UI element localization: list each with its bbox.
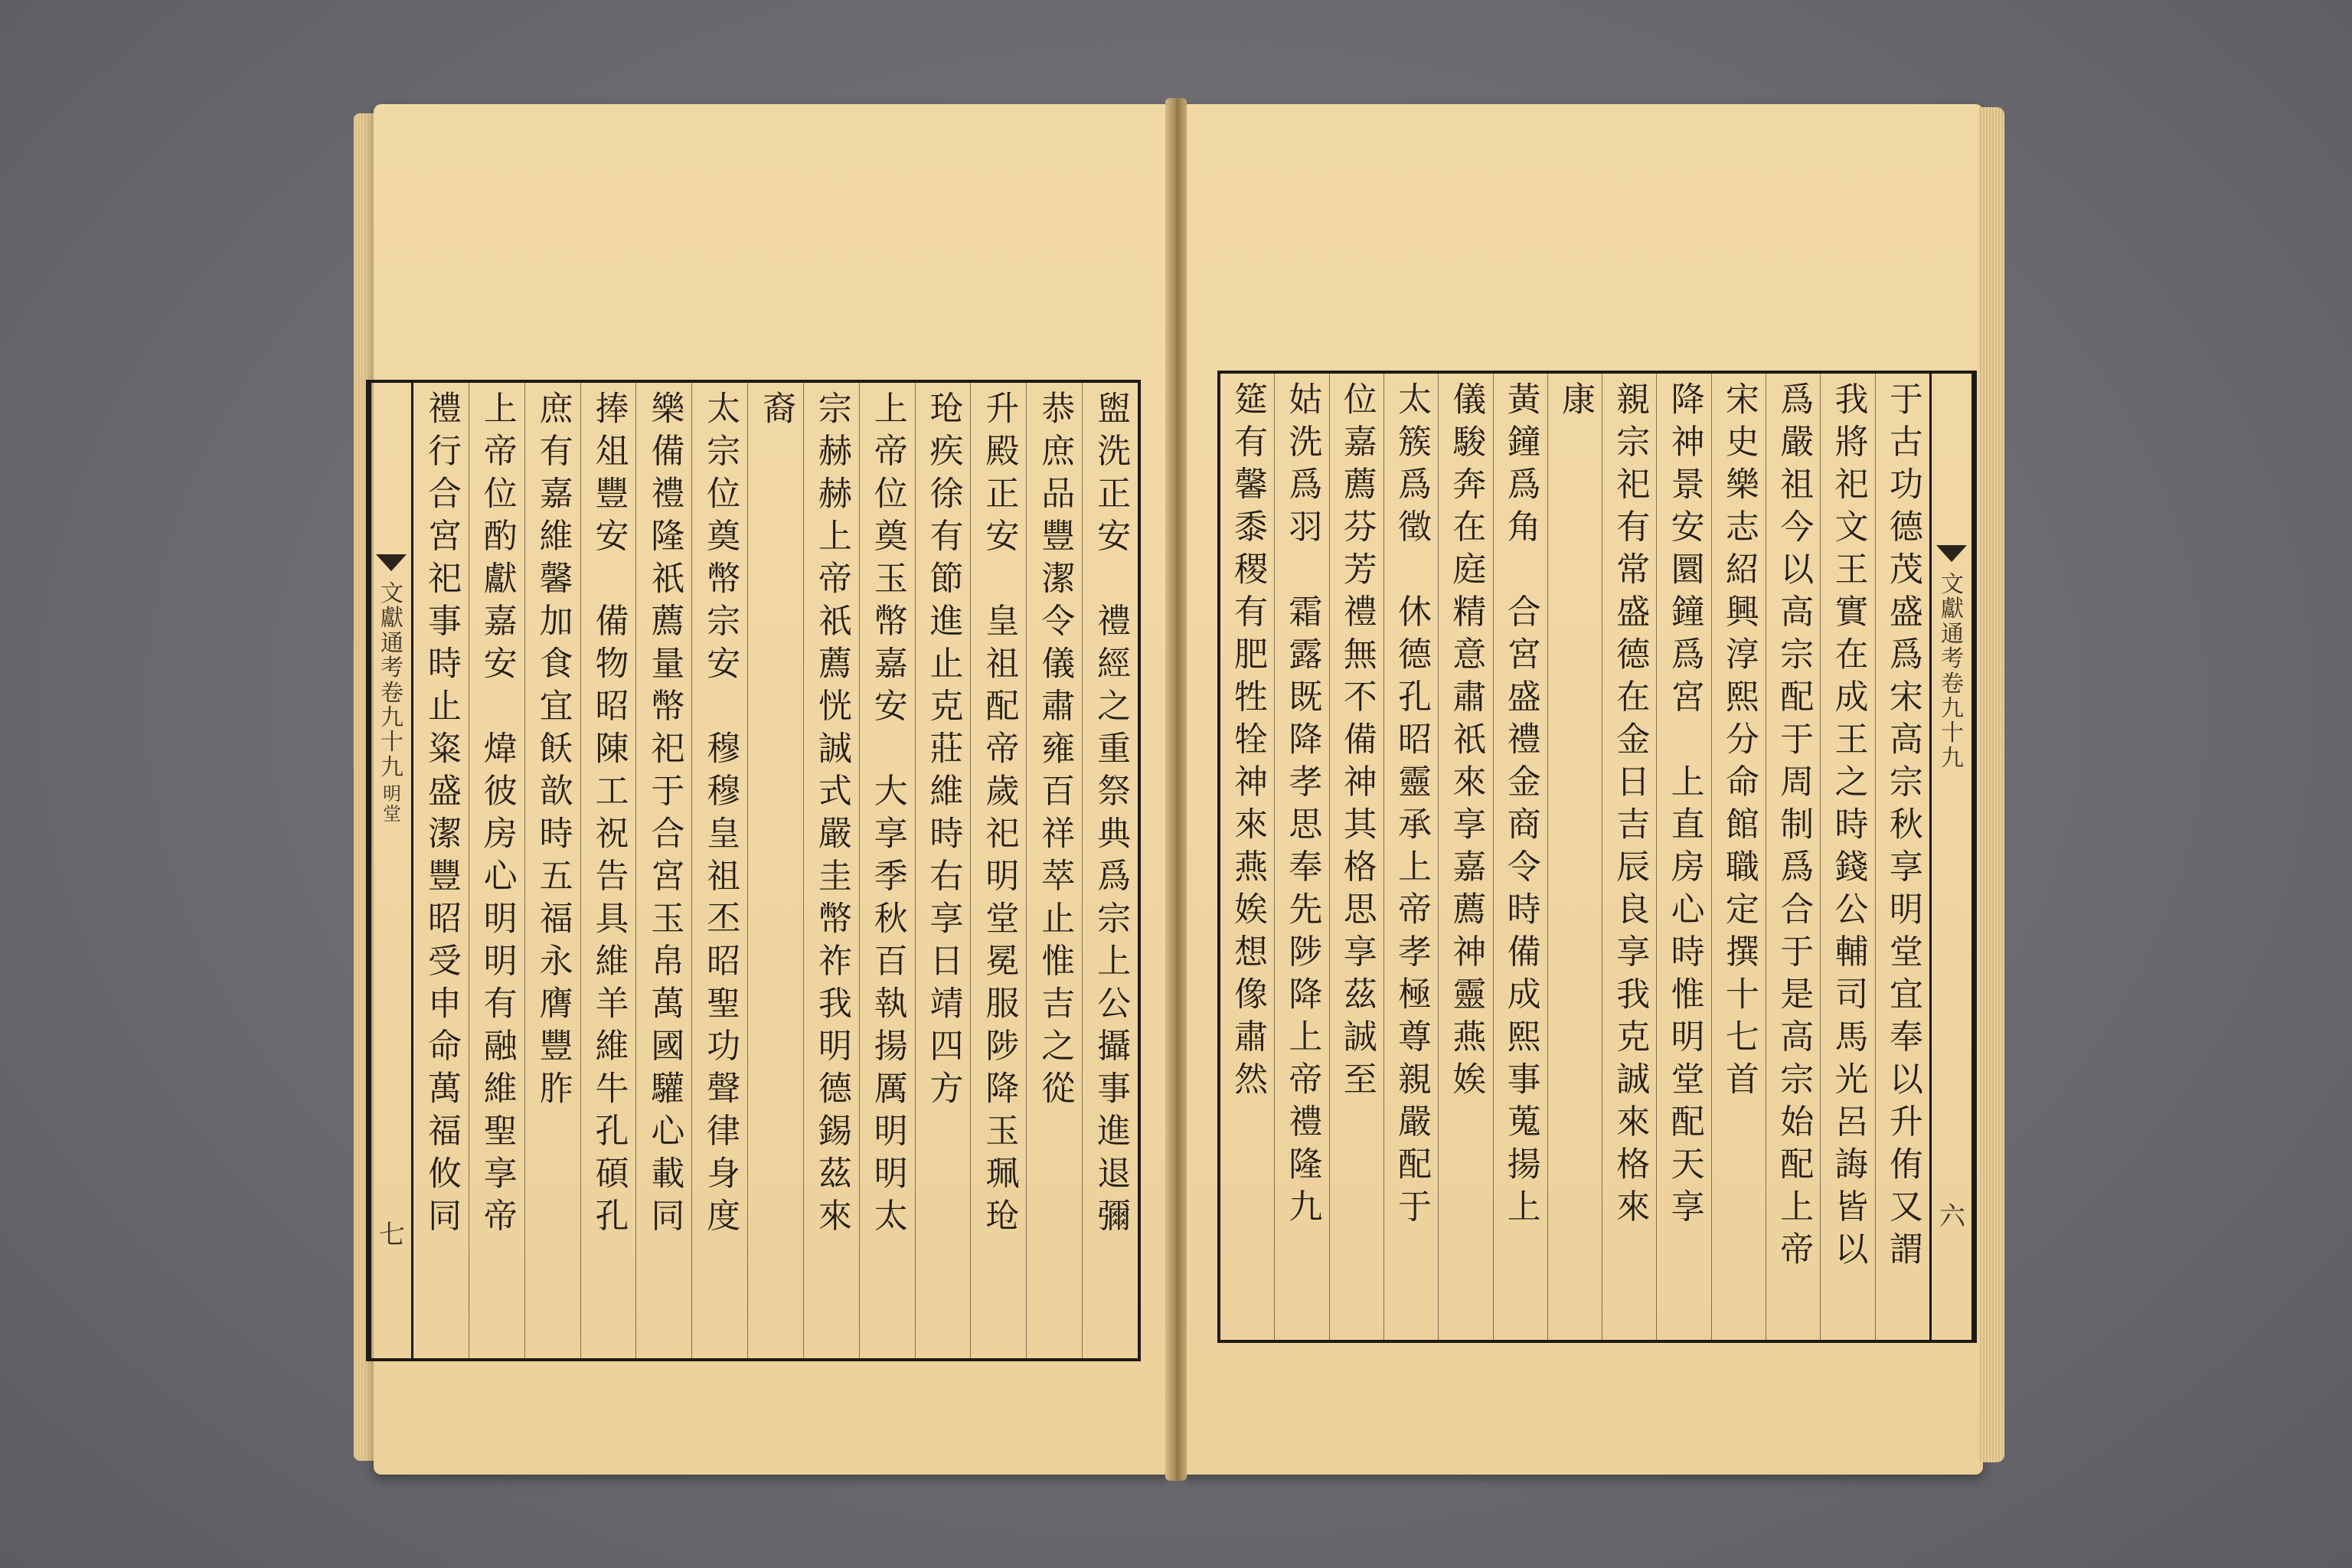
right-folio-number: 六 (1939, 1201, 1965, 1232)
text-column (1766, 374, 1821, 1340)
text-column (469, 383, 525, 1358)
column-text: 爲嚴祖今以高宗配于周制爲合于是高宗始配上帝 (1774, 381, 1814, 1274)
book-gutter (1165, 98, 1187, 1481)
fish-tail-mark-icon (376, 554, 407, 571)
left-text-block (366, 380, 1141, 1361)
text-column (1876, 374, 1929, 1340)
right-page-center-margin (1929, 374, 1974, 1340)
left-text-columns (413, 383, 1138, 1358)
left-margin-title (374, 582, 410, 825)
text-column (748, 383, 804, 1358)
column-text: 親宗祀有常盛德在金日吉辰良享我克誠來格來 (1610, 381, 1650, 1231)
column-text: 玱疾徐有節進止克莊維時右享日靖四方 (923, 390, 963, 1113)
text-column (1712, 374, 1766, 1340)
column-text: 捧俎豐安 備物昭陳工祝告具維羊維牛孔碩孔 (589, 390, 629, 1240)
text-column (1494, 374, 1548, 1340)
text-column (860, 383, 916, 1358)
column-text: 太簇爲徵 休德孔昭靈承上帝孝極尊親嚴配于 (1392, 381, 1432, 1231)
text-column (413, 383, 469, 1358)
column-text: 庶有嘉維馨加食宜飫歆時五福永膺豐胙 (533, 390, 573, 1113)
text-column (1330, 374, 1384, 1340)
column-text: 禮行合宮祀事時止粢盛潔豐昭受申命萬福攸同 (421, 390, 461, 1240)
left-page-center-margin (369, 383, 413, 1358)
left-margin-section: 明堂 (383, 783, 401, 825)
text-column (1657, 374, 1711, 1340)
column-text: 宋史樂志紹興淳熙分命館職定撰十七首 (1719, 381, 1759, 1104)
column-text: 于古功德茂盛爲宋高宗秋享明堂宜奉以升侑又謂 (1883, 381, 1922, 1274)
column-text: 黃鐘爲角 合宮盛禮金商令時備成熙事蒐揚上 (1501, 381, 1540, 1231)
column-text: 裔 (756, 390, 796, 433)
text-column (1220, 374, 1275, 1340)
right-margin-title: 文獻通考卷九十九 (1941, 571, 1964, 772)
text-column (1439, 374, 1493, 1340)
column-text: 盥洗正安 禮經之重祭典爲宗上公攝事進退彌 (1091, 390, 1131, 1240)
text-column (525, 383, 581, 1358)
column-text: 宗赫赫上帝祇薦恍誠式嚴圭幣祚我明德錫茲來 (812, 390, 851, 1240)
column-text: 太宗位奠幣宗安 穆穆皇祖丕昭聖功聲律身度 (701, 390, 740, 1240)
left-folio-number: 七 (379, 1220, 405, 1250)
column-text: 降神景安圜鐘爲宮 上直房心時惟明堂配天享 (1664, 381, 1704, 1231)
column-text: 升殿正安 皇祖配帝歲祀明堂冕服陟降玉珮玱 (979, 390, 1019, 1240)
column-text: 恭庶品豐潔令儀肅雍百祥萃止惟吉之從 (1035, 390, 1075, 1113)
text-column (636, 383, 692, 1358)
right-text-block (1217, 371, 1977, 1343)
column-text: 位嘉薦芬芳禮無不備神其格思享茲誠至 (1337, 381, 1377, 1104)
text-column (1602, 374, 1657, 1340)
column-text: 上帝位酌獻嘉安 煒彼房心明明有融維聖享帝 (477, 390, 517, 1240)
text-column (1083, 383, 1138, 1358)
text-column (1384, 374, 1439, 1340)
column-text: 上帝位奠玉幣嘉安 大享季秋百執揚厲明明太 (867, 390, 907, 1240)
text-column (581, 383, 637, 1358)
text-column (1275, 374, 1329, 1340)
right-page-stack (1978, 107, 2004, 1462)
text-column (971, 383, 1027, 1358)
column-text: 康 (1555, 381, 1595, 424)
left-margin-title-text: 文獻通考卷九十九 (381, 580, 403, 781)
text-column (916, 383, 972, 1358)
right-text-columns (1220, 374, 1929, 1340)
column-text: 筵有馨黍稷有肥牲牷神來燕娭想像肅然 (1228, 381, 1268, 1104)
column-text: 樂備禮隆祇薦量幣祀于合宮玉帛萬國驩心載同 (645, 390, 684, 1240)
text-column (804, 383, 860, 1358)
column-text: 我將祀文王實在成王之時錢公輔司馬光呂誨皆以 (1828, 381, 1868, 1274)
column-text: 儀駿奔在庭精意肅祇來享嘉薦神靈燕娭 (1446, 381, 1486, 1104)
text-column (692, 383, 748, 1358)
text-column (1027, 383, 1083, 1358)
text-column (1548, 374, 1602, 1340)
column-text: 姑洗爲羽 霜露既降孝思奉先陟降上帝禮隆九 (1282, 381, 1322, 1231)
text-column (1821, 374, 1875, 1340)
fish-tail-mark-icon (1936, 545, 1967, 562)
